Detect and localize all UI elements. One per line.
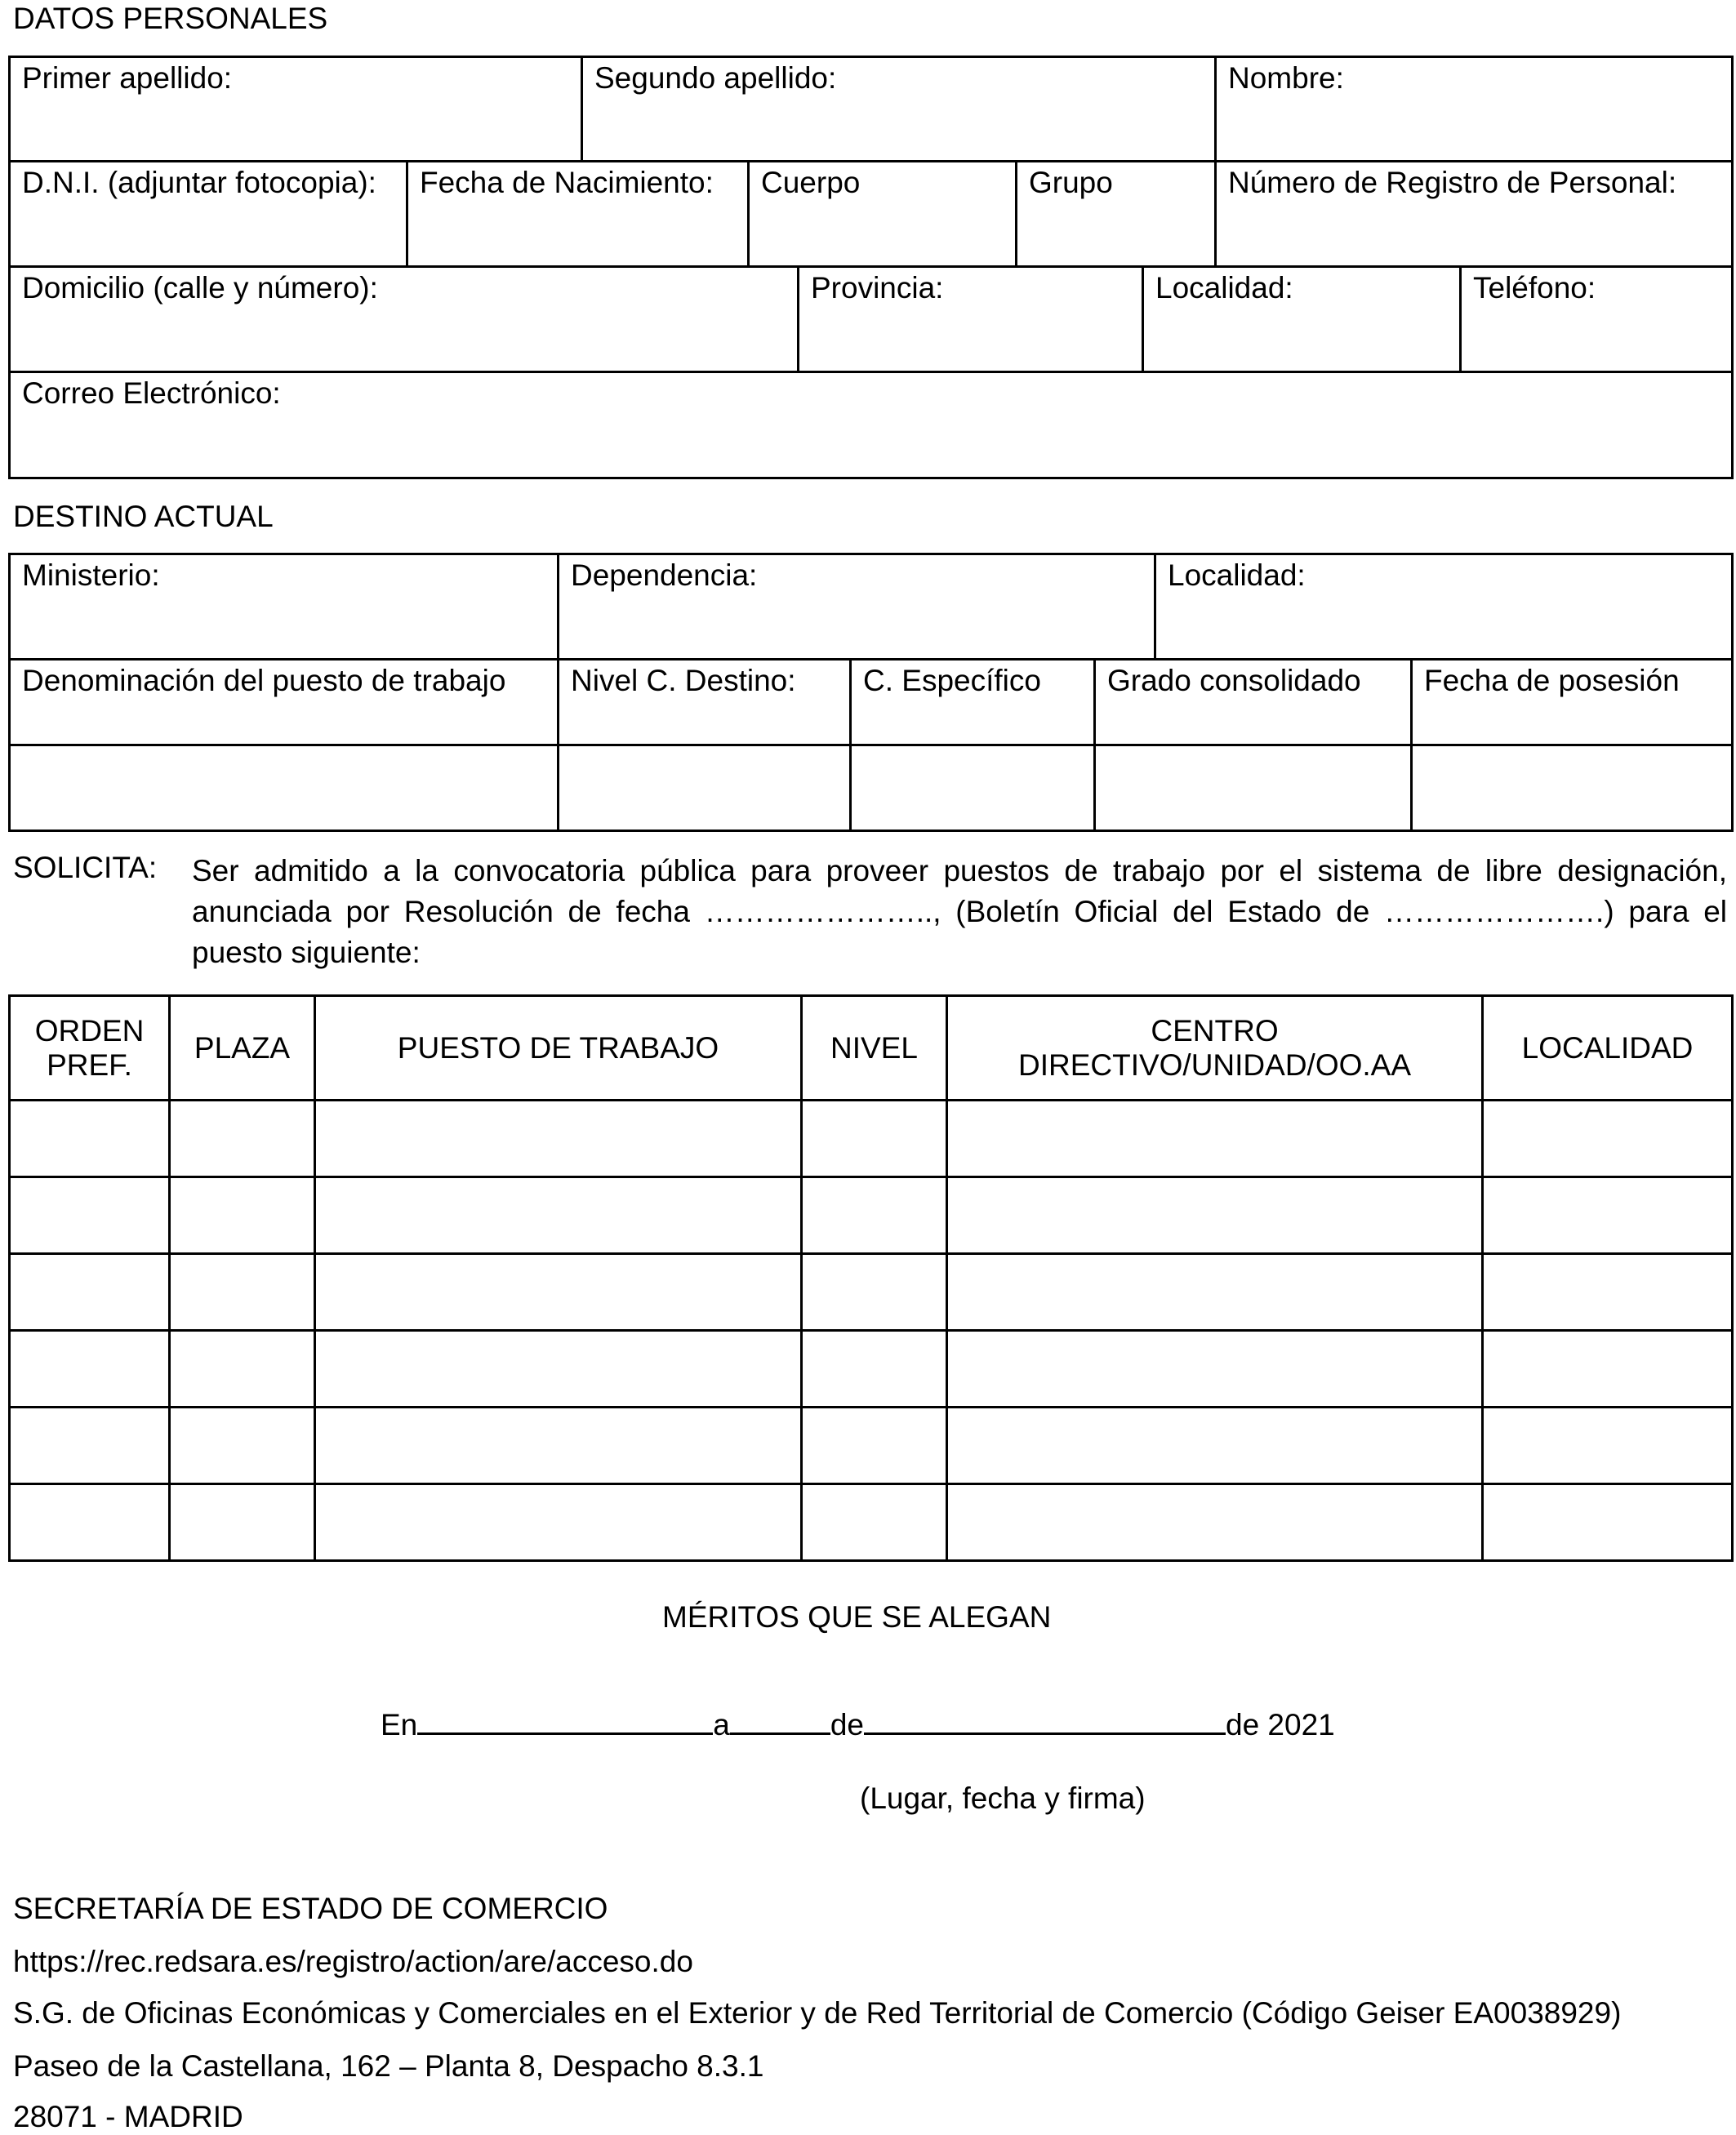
label-dependencia: Dependencia:: [571, 558, 758, 592]
label-correo: Correo Electrónico:: [22, 376, 281, 410]
firma-a: a: [713, 1708, 730, 1741]
table-row: [10, 1177, 1733, 1254]
datos-personales-table-1: [8, 56, 1734, 162]
cell-centro[interactable]: [947, 1331, 1483, 1408]
label-cuerpo: Cuerpo: [761, 166, 861, 199]
cell-plaza[interactable]: [170, 1408, 315, 1484]
footer-city: 28071 - MADRID: [13, 2100, 243, 2133]
cell-centro[interactable]: [947, 1177, 1483, 1254]
solicita-label: SOLICITA:: [13, 851, 158, 884]
footer-address: Paseo de la Castellana, 162 – Planta 8, Despacho 8.3.1: [13, 2049, 764, 2083]
cell-centro[interactable]: [947, 1484, 1483, 1561]
cell-puesto[interactable]: [315, 1177, 802, 1254]
cell-nivel[interactable]: [802, 1484, 947, 1561]
label-grado: Grado consolidado: [1107, 664, 1361, 697]
label-especifico: C. Específico: [863, 664, 1041, 697]
cell-nivel[interactable]: [802, 1331, 947, 1408]
firma-line: [381, 1708, 1335, 1742]
header-grado: [1095, 660, 1412, 745]
table-row: [10, 1331, 1733, 1408]
field-grupo[interactable]: [1017, 162, 1216, 267]
input-especifico[interactable]: [851, 745, 1095, 831]
section-heading-datos-personales: DATOS PERSONALES: [13, 2, 328, 35]
cell-nivel[interactable]: [802, 1177, 947, 1254]
header-centro-line1: CENTRO: [1151, 1013, 1279, 1047]
header-orden-line1: ORDEN: [34, 1013, 145, 1047]
firma-en: En: [381, 1708, 418, 1741]
field-telefono[interactable]: [1461, 267, 1733, 372]
cell-puesto[interactable]: [315, 1101, 802, 1177]
cell-plaza[interactable]: [170, 1254, 315, 1331]
datos-personales-table-4: [8, 371, 1734, 479]
cell-plaza[interactable]: [170, 1101, 315, 1177]
header-nivel-destino: [559, 660, 851, 745]
field-nombre[interactable]: [1216, 57, 1733, 162]
cell-localidad[interactable]: [1483, 1331, 1733, 1408]
label-nrp: Número de Registro de Personal:: [1228, 166, 1677, 199]
cell-centro[interactable]: [947, 1101, 1483, 1177]
cell-localidad[interactable]: [1483, 1177, 1733, 1254]
field-dependencia[interactable]: [559, 554, 1155, 660]
cell-orden[interactable]: [10, 1101, 170, 1177]
field-segundo-apellido[interactable]: [582, 57, 1216, 162]
label-localidad: Localidad:: [1155, 271, 1293, 305]
table-row: [10, 1484, 1733, 1561]
label-provincia: Provincia:: [811, 271, 944, 305]
field-primer-apellido[interactable]: [10, 57, 582, 162]
header-denominacion: [10, 660, 559, 745]
label-grupo: Grupo: [1029, 166, 1113, 199]
cell-plaza[interactable]: [170, 1331, 315, 1408]
section-heading-destino-actual: DESTINO ACTUAL: [13, 500, 274, 533]
firma-de: de: [830, 1708, 864, 1741]
label-primer-apellido: Primer apellido:: [22, 61, 233, 95]
input-nivel-destino[interactable]: [559, 745, 851, 831]
dia-blank[interactable]: [730, 1732, 830, 1735]
input-denominacion[interactable]: [10, 745, 559, 831]
footer-url: https://rec.redsara.es/registro/action/are/acceso.do: [13, 1945, 693, 1978]
field-fecha-nacimiento[interactable]: [407, 162, 749, 267]
input-grado[interactable]: [1095, 745, 1412, 831]
cell-plaza[interactable]: [170, 1177, 315, 1254]
label-ministerio: Ministerio:: [22, 558, 160, 592]
cell-nivel[interactable]: [802, 1101, 947, 1177]
field-ministerio[interactable]: [10, 554, 559, 660]
mes-blank[interactable]: [864, 1732, 1226, 1735]
header-centro-line2: DIRECTIVO/UNIDAD/OO.AA: [1017, 1047, 1412, 1082]
cell-orden[interactable]: [10, 1177, 170, 1254]
label-denominacion: Denominación del puesto de trabajo: [22, 664, 506, 697]
input-posesion[interactable]: [1412, 745, 1733, 831]
table-row: [10, 1101, 1733, 1177]
field-dni[interactable]: [10, 162, 407, 267]
header-orden: [10, 996, 170, 1101]
footer-subdireccion: S.G. de Oficinas Económicas y Comerciales en el Exterior y de Red Territorial de Comercio (Código Geiser EA0038929): [13, 1996, 1622, 2030]
field-nrp[interactable]: [1216, 162, 1733, 267]
header-puesto: PUESTO DE TRABAJO: [315, 996, 802, 1101]
cell-nivel[interactable]: [802, 1254, 947, 1331]
field-domicilio[interactable]: [10, 267, 799, 372]
destino-actual-table-2: [8, 658, 1734, 832]
cell-localidad[interactable]: [1483, 1101, 1733, 1177]
label-domicilio: Domicilio (calle y número):: [22, 271, 378, 305]
cell-localidad[interactable]: [1483, 1484, 1733, 1561]
puestos-header-row: [10, 996, 1733, 1101]
header-especifico: [851, 660, 1095, 745]
table-row: [10, 1254, 1733, 1331]
destino-actual-table-1: [8, 553, 1734, 661]
table-row: [10, 1408, 1733, 1484]
lugar-blank[interactable]: [417, 1732, 713, 1735]
field-correo[interactable]: [10, 372, 1733, 478]
field-provincia[interactable]: [799, 267, 1143, 372]
cell-localidad[interactable]: [1483, 1408, 1733, 1484]
footer-secretaria: SECRETARÍA DE ESTADO DE COMERCIO: [13, 1892, 608, 1925]
field-localidad[interactable]: [1143, 267, 1461, 372]
header-plaza: PLAZA: [170, 996, 315, 1101]
firma-year: de 2021: [1226, 1708, 1335, 1741]
cell-centro[interactable]: [947, 1408, 1483, 1484]
field-destino-localidad[interactable]: [1155, 554, 1733, 660]
datos-personales-table-3: [8, 265, 1734, 373]
cell-orden[interactable]: [10, 1254, 170, 1331]
header-localidad: LOCALIDAD: [1483, 996, 1733, 1101]
cell-orden[interactable]: [10, 1484, 170, 1561]
header-posesion: [1412, 660, 1733, 745]
cell-orden[interactable]: [10, 1408, 170, 1484]
cell-puesto[interactable]: [315, 1331, 802, 1408]
cell-puesto[interactable]: [315, 1254, 802, 1331]
field-cuerpo[interactable]: [749, 162, 1017, 267]
label-telefono: Teléfono:: [1473, 271, 1596, 305]
header-centro: [947, 996, 1483, 1101]
cell-orden[interactable]: [10, 1331, 170, 1408]
solicita-text: Ser admitido a la convocatoria pública para proveer puestos de trabajo por el sistema de libre designación, anunciada por Resolución de fecha ………………….., (Boletín Oficial del Estado de ………………….) para el puesto siguiente:: [192, 854, 1727, 969]
firma-caption: (Lugar, fecha y firma): [860, 1781, 1146, 1815]
meritos-heading: MÉRITOS QUE SE ALEGAN: [662, 1600, 1052, 1634]
label-dni: D.N.I. (adjuntar fotocopia):: [22, 166, 376, 199]
label-fecha-nacimiento: Fecha de Nacimiento:: [420, 166, 714, 199]
cell-nivel[interactable]: [802, 1408, 947, 1484]
header-nivel: NIVEL: [802, 996, 947, 1101]
puestos-table: [8, 994, 1734, 1562]
header-orden-line2: PREF.: [47, 1047, 132, 1082]
label-posesion: Fecha de posesión: [1424, 664, 1680, 697]
label-nivel-destino: Nivel C. Destino:: [571, 664, 796, 697]
cell-localidad[interactable]: [1483, 1254, 1733, 1331]
label-destino-localidad: Localidad:: [1168, 558, 1306, 592]
label-segundo-apellido: Segundo apellido:: [594, 61, 837, 95]
label-nombre: Nombre:: [1228, 61, 1344, 95]
cell-plaza[interactable]: [170, 1484, 315, 1561]
cell-puesto[interactable]: [315, 1484, 802, 1561]
cell-centro[interactable]: [947, 1254, 1483, 1331]
datos-personales-table-2: [8, 160, 1734, 268]
cell-puesto[interactable]: [315, 1408, 802, 1484]
